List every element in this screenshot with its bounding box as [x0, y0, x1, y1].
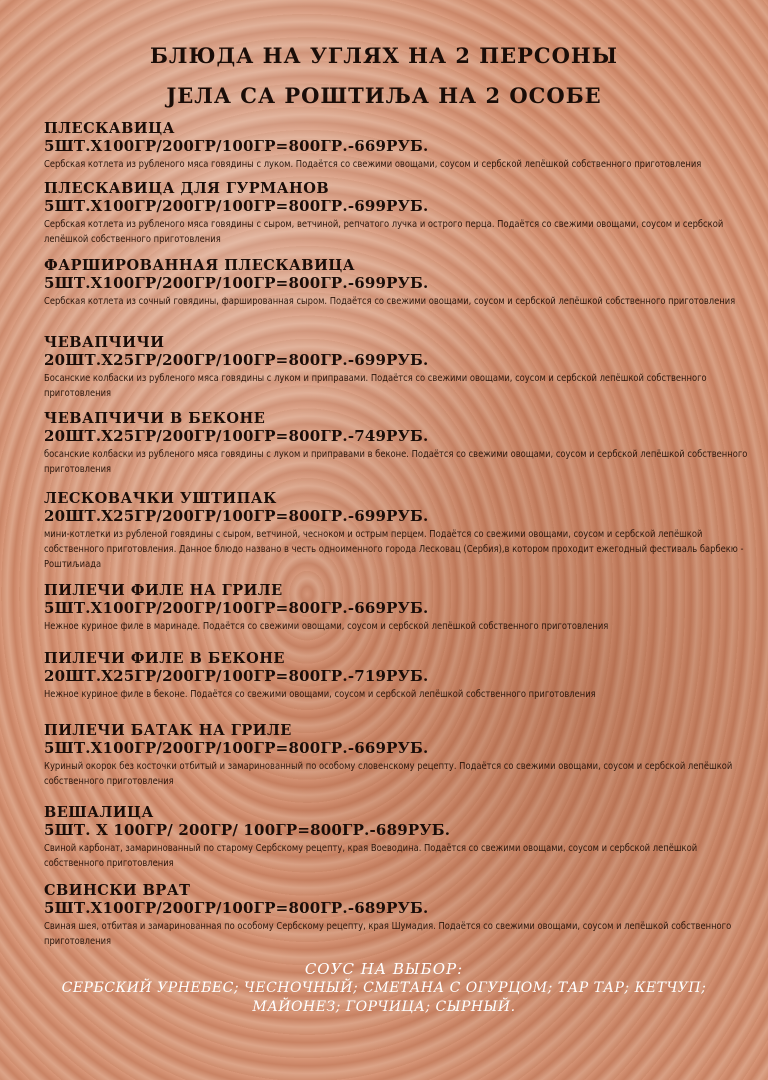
dish-description: Сербская котлета из сочный говядины, фаршированная сыром. Подаётся со свежими овощами, соусом и сербской лепёшкой собственного приготовления: [44, 296, 736, 307]
dish-description: Куриный окорок без косточки отбитый и замаринованный по особому словенскому рецепту. Подаётся со свежими овощами, соусом и сербской лепёшкой собственного приготовления: [44, 761, 733, 787]
dish-name: ЛЕСКОВАЧКИ УШТИПАК: [44, 490, 277, 507]
dish-price: 20ШТ.Х25ГР/200ГР/100ГР=800ГР.-699РУБ.: [44, 351, 429, 369]
dish-description: Босанские колбаски из рубленого мяса говядины с луком и приправами. Подаётся со свежими овощами, соусом и сербской лепёшкой собственного приготовления: [44, 373, 707, 399]
sauce-title: СОУС НА ВЫБОР:: [304, 960, 464, 978]
dish-name: ПИЛЕЧИ ФИЛЕ В БЕКОНЕ: [44, 650, 285, 667]
menu-header: [0, 36, 768, 116]
dish-price: 20ШТ.Х25ГР/200ГР/100ГР=800ГР.-749РУБ.: [44, 427, 429, 445]
dish-item: [44, 334, 749, 401]
dish-name: ВЕШАЛИЦА: [44, 804, 154, 821]
dish-item: [44, 582, 749, 634]
dish-name: ПЛЕСКАВИЦА: [44, 120, 175, 137]
dish-description: Нежное куриное филе в маринаде. Подаётся со свежими овощами, соусом и сербской лепёшкой собственного приготовления: [44, 621, 609, 632]
dish-item: [44, 120, 749, 172]
dish-name: ПИЛЕЧИ БАТАК НА ГРИЛЕ: [44, 722, 292, 739]
dish-item: [44, 804, 749, 871]
dish-item: [44, 257, 749, 309]
title-serbian: ЈЕЛА СА РОШТИЉА НА 2 ОСОБЕ: [166, 83, 602, 108]
dish-description: мини-котлетки из рубленой говядины с сыром, ветчиной, чесноком и острым перцем. Подаётся со свежими овощами, соусом и сербской лепёшкой собственного приготовления. Данное блюдо названо в честь одноименного города Лесковац (Сербия),в котором проходит ежегодный фестиваль барбекю - Роштиљиада: [44, 529, 744, 570]
title-russian: БЛЮДА НА УГЛЯХ НА 2 ПЕРСОНЫ: [149, 43, 618, 68]
dish-description: Свиная шея, отбитая и замаринованная по особому Сербскому рецепту, края Шумадия. Подаётся со свежими овощами, соусом и лепёшкой собственного приготовления: [44, 921, 732, 947]
dish-price: 5ШТ.Х100ГР/200ГР/100ГР=800ГР.-669РУБ.: [44, 599, 429, 617]
sauce-list-line-2: МАЙОНЕЗ; ГОРЧИЦА; СЫРНЫЙ.: [252, 999, 516, 1015]
dish-name: ФАРШИРОВАННАЯ ПЛЕСКАВИЦА: [44, 257, 356, 274]
dish-name: ПИЛЕЧИ ФИЛЕ НА ГРИЛЕ: [44, 582, 283, 599]
dish-description: Сербская котлета из рубленого мяса говядины с сыром, ветчиной, репчатого лучка и острого перца. Подаётся со свежими овощами, соусом и сербской лепёшкой собственного приготовления: [44, 219, 724, 245]
dish-description: Нежное куриное филе в беконе. Подаётся со свежими овощами, соусом и сербской лепёшкой собственного приготовления: [44, 689, 596, 700]
dish-price: 20ШТ.Х25ГР/200ГР/100ГР=800ГР.-719РУБ.: [44, 667, 429, 685]
sauce-list-line-1: СЕРБСКИЙ УРНЕБЕС; ЧЕСНОЧНЫЙ; СМЕТАНА С ОГУРЦОМ; ТАР ТАР; КЕТЧУП;: [61, 980, 707, 996]
dish-item: [44, 650, 749, 702]
dish-price: 5ШТ.Х100ГР/200ГР/100ГР=800ГР.-699РУБ.: [44, 197, 429, 215]
dish-item: [44, 722, 749, 789]
dish-name: ЧЕВАПЧИЧИ: [44, 334, 165, 351]
dish-name: ПЛЕСКАВИЦА ДЛЯ ГУРМАНОВ: [44, 180, 330, 197]
dish-item: [44, 882, 749, 949]
dish-description: Сербская котлета из рубленого мяса говядины с луком. Подаётся со свежими овощами, соусом и сербской лепёшкой собственного приготовления: [44, 159, 702, 170]
dish-price: 5ШТ.Х100ГР/200ГР/100ГР=800ГР.-699РУБ.: [44, 274, 429, 292]
dish-price: 5ШТ.Х100ГР/200ГР/100ГР=800ГР.-669РУБ.: [44, 739, 429, 757]
dish-item: [44, 490, 749, 572]
dish-price: 5ШТ. Х 100ГР/ 200ГР/ 100ГР=800ГР.-689РУБ.: [44, 821, 451, 839]
dish-item: [44, 410, 749, 477]
dish-description: босанские колбаски из рубленого мяса говядины с луком и приправами в беконе. Подаётся со свежими овощами, соусом и сербской лепёшкой собственного приготовления: [44, 449, 748, 475]
dish-price: 20ШТ.Х25ГР/200ГР/100ГР=800ГР.-699РУБ.: [44, 507, 429, 525]
dish-name: ЧЕВАПЧИЧИ В БЕКОНЕ: [44, 410, 266, 427]
dish-description: Свиной карбонат, замаринованный по старому Сербскому рецепту, края Воеводина. Подаётся со свежими овощами, соусом и сербской лепёшкой собственного приготовления: [44, 843, 698, 869]
dish-item: [44, 180, 749, 247]
dish-name: СВИНСКИ ВРАТ: [44, 882, 191, 899]
dish-price: 5ШТ.Х100ГР/200ГР/100ГР=800ГР.-669РУБ.: [44, 137, 429, 155]
dish-price: 5ШТ.Х100ГР/200ГР/100ГР=800ГР.-689РУБ.: [44, 899, 429, 917]
sauce-section: [40, 960, 728, 1017]
